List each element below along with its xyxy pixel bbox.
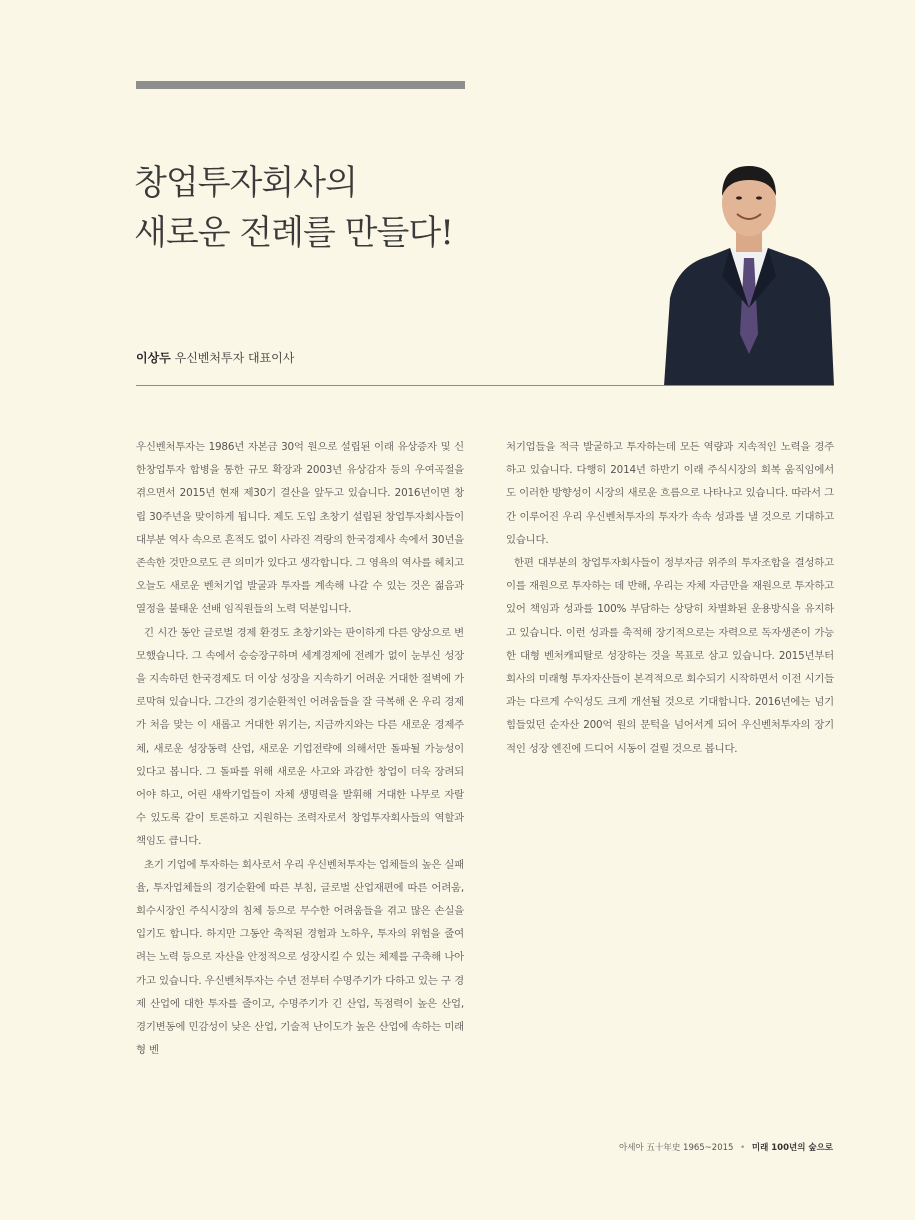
author-role: 우신벤처투자 대표이사 bbox=[174, 351, 295, 365]
title-line-2: 새로운 전례를 만들다! bbox=[134, 213, 453, 253]
eye-right bbox=[756, 196, 762, 199]
paragraph: 긴 시간 동안 글로벌 경제 환경도 초창기와는 판이하게 다른 양상으로 변모했습니다. 그 속에서 승승장구하며 세계경제에 전례가 없이 눈부신 성장을 지속하던 한국경제도 더 이상 성장을 지속하기 어려운 거대한 절벽에 가로막혀 있습니다. 그간의 경기순환적인 어려움들을 잘 극복해 온 우리 경제가 처음 맞는 이 새롭고 거대한 위기는, 지금까지와는 다른 새로운 경제주체, 새로운 성장동력 산업, 새로운 기업전략에 의해서만 돌파될 가능성이 있다고 봅니다. 그 돌파를 위해 새로운 사고와 과감한 창업이 더욱 장려되어야 하고, 어린 새싹기업들이 자체 생명력을 발휘해 거대한 나무로 자랄 수 있도록 같이 토론하고 지원하는 조력자로서 창업투자회사들의 역할과 책임도 큽니다. bbox=[136, 626, 464, 848]
page-title bbox=[134, 158, 453, 258]
author-byline bbox=[136, 349, 294, 366]
footer-book-title: 아세아 五十年史 1965~2015 bbox=[619, 1143, 734, 1153]
paragraph: 초기 기업에 투자하는 회사로서 우리 우신벤처투자는 업체들의 높은 실패율, 투자업체들의 경기순환에 따른 부침, 글로벌 산업재편에 따른 어려움, 회수시장인 주식시장의 침체 등으로 무수한 어려움들을 겪고 많은 손실을 입기도 합니다. 하지만 그동안 축적된 경험과 노하우, 투자의 위험을 줄여려는 노력 등으로 자산을 안정적으로 성장시킬 수 있는 체제를 구축해 나아가고 있습니다. 우신벤처투자는 수년 전부터 수명주기가 다하고 있는 구 경제 산업에 대한 투자를 줄이고, 수명주기가 긴 산업, 독점력이 높은 산업, 경기변동에 민감성이 낮은 산업, 기술적 난이도가 높은 산업에 속하는 미래형 벤 bbox=[136, 858, 464, 1057]
author-portrait bbox=[664, 158, 834, 386]
paragraph: 처기업들을 적극 발굴하고 투자하는데 모든 역량과 지속적인 노력을 경주하고 있습니다. 다행히 2014년 하반기 이래 주식시장의 회복 움직임에서도 이러한 방향성이 시장의 새로운 흐름으로 나타나고 있습니다. 따라서 그간 이루어진 우리 우신벤처투자의 투자가 속속 성과를 낼 것으로 기대하고 있습니다. bbox=[506, 441, 834, 546]
body-column-left bbox=[136, 436, 464, 1062]
top-accent-bar bbox=[136, 81, 465, 89]
header-divider bbox=[136, 385, 834, 386]
author-name: 이상두 bbox=[136, 351, 171, 365]
eye-left bbox=[736, 196, 742, 199]
paragraph: 우신벤처투자는 1986년 자본금 30억 원으로 설립된 이래 유상증자 및 신한창업투자 합병을 통한 규모 확장과 2003년 유상감자 등의 우여곡절을 겪으면서 2015년 현재 제30기 결산을 앞두고 있습니다. 2016년이면 창립 30주년을 맞이하게 됩니다. 제도 도입 초창기 설립된 창업투자회사들이 대부분 역사 속으로 흔적도 없이 사라진 격랑의 한국경제사 속에서 30년을 존속한 것만으로도 큰 의미가 있다고 생각합니다. 그 영욕의 역사를 헤치고 오늘도 새로운 벤처기업 발굴과 투자를 계속해 나갈 수 있는 것은 젊음과 열정을 불태운 선배 임직원들의 노력 덕분입니다. bbox=[136, 441, 464, 616]
footer-bullet: • bbox=[740, 1143, 746, 1153]
page-footer bbox=[619, 1141, 833, 1153]
title-line-1: 창업투자회사의 bbox=[134, 163, 357, 203]
paragraph: 한편 대부분의 창업투자회사들이 정부자금 위주의 투자조합을 결성하고 이를 재원으로 투자하는 데 반해, 우리는 자체 자금만을 재원으로 투자하고 있어 책임과 성과를 100% 부담하는 상당히 차별화된 운용방식을 유지하고 있습니다. 이런 성과를 축적해 장기적으로는 자력으로 독자생존이 가능한 대형 벤처캐피탈로 성장하는 것을 목표로 삼고 있습니다. 2015년부터 회사의 미래형 투자자산들이 본격적으로 회수되기 시작하면서 이전 시기들과는 다르게 수익성도 크게 개선될 것으로 기대합니다. 2016년에는 넘기 힘들었던 순자산 200억 원의 문턱을 넘어서게 되어 우신벤처투자의 장기적인 성장 엔진에 드디어 시동이 걸릴 것으로 봅니다. bbox=[506, 557, 834, 755]
body-column-right bbox=[506, 436, 834, 761]
footer-section-title: 미래 100년의 숲으로 bbox=[751, 1143, 833, 1153]
